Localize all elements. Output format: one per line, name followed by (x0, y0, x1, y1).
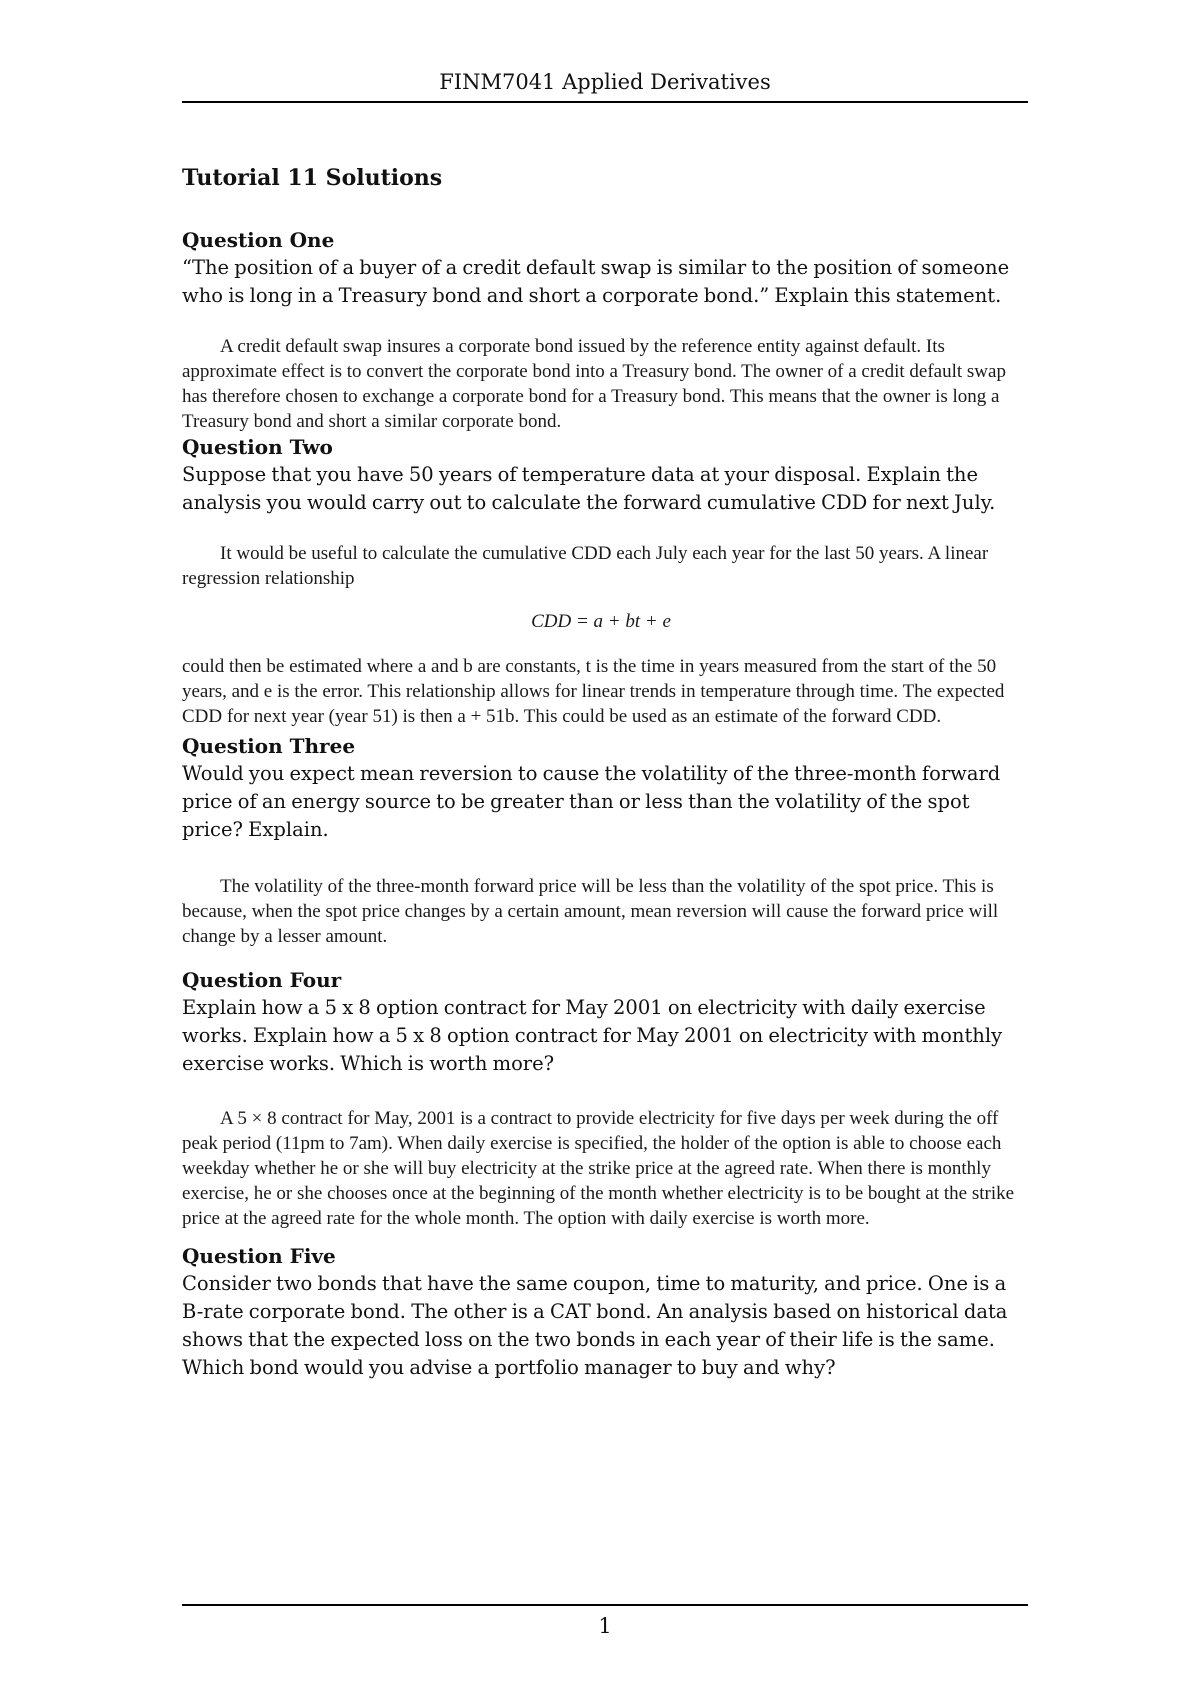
question-heading: Question One (182, 228, 335, 252)
answer-text (182, 334, 1028, 434)
question-text: Would you expect mean reversion to cause the volatility of the three-month forward price of an energy source to be greater than or less than the volatility of the spot price? Explain. (182, 762, 1001, 841)
question-text: Explain how a 5 x 8 option contract for May 2001 on electricity with daily exercise works. Explain how a 5 x 8 option contract for May 2001 on electricity with monthly exercise works. Which is worth more? (182, 996, 1003, 1075)
question-four (182, 967, 1028, 1243)
question-five (182, 1243, 1028, 1382)
question-heading: Question Two (182, 435, 333, 459)
answer-paragraph: could then be estimated where a and b are constants, t is the time in years measured from the start of the 50 years, and e is the error. This relationship allows for linear trends in temperature through time. The expected CDD for next year (year 51) is then a + 51b. This could be used as an estimate of the forward CDD. (182, 656, 1005, 727)
question-heading: Question Four (182, 968, 342, 992)
regression-equation: CDD = a + bt + e (531, 611, 671, 632)
question-text: Suppose that you have 50 years of temperature data at your disposal. Explain the analysis you would carry out to calculate the forward cumulative CDD for next July. (182, 463, 996, 514)
answer-text (182, 1106, 1028, 1231)
answer-paragraph: A credit default swap insures a corporate bond issued by the reference entity against default. Its approximate effect is to convert the corporate bond into a Treasury bond. The owner of a credit default swap has therefore chosen to exchange a corporate bond for a Treasury bond. This means that the owner is long a Treasury bond and short a similar corporate bond. (182, 336, 1006, 432)
header-rule (182, 101, 1028, 103)
question-text: Consider two bonds that have the same coupon, time to maturity, and price. One is a B-rate corporate bond. The other is a CAT bond. An analysis based on historical data shows that the expected loss on the two bonds in each year of their life is the same. Which bond would you advise a portfolio manager to buy and why? (182, 1272, 1008, 1379)
answer-text (182, 541, 1028, 729)
course-header: FINM7041 Applied Derivatives (439, 70, 771, 94)
page-title: Tutorial 11 Solutions (182, 165, 443, 191)
question-two (182, 434, 1028, 729)
question-heading: Question Five (182, 1244, 336, 1268)
document-body (182, 165, 1028, 1382)
answer-paragraph: A 5 × 8 contract for May, 2001 is a contract to provide electricity for five days per week during the off peak period (11pm to 7am). When daily exercise is specified, the holder of the option is able to choose each weekday whether he or she will buy electricity at the strike price at the agreed rate. When there is monthly exercise, he or she chooses once at the beginning of the month whether electricity is to be bought at the strike price at the agreed rate for the whole month. The option with daily exercise is worth more. (182, 1108, 1015, 1229)
footer-rule (182, 1604, 1028, 1606)
question-one (182, 227, 1028, 434)
page-number: 1 (598, 1614, 612, 1638)
question-heading: Question Three (182, 734, 356, 758)
question-text: “The position of a buyer of a credit default swap is similar to the position of someone who is long in a Treasury bond and short a corporate bond.” Explain this statement. (182, 256, 1010, 307)
answer-paragraph: It would be useful to calculate the cumulative CDD each July each year for the last 50 years. A linear regression relationship (182, 543, 989, 589)
answer-paragraph: The volatility of the three-month forward price will be less than the volatility of the spot price. This is because, when the spot price changes by a certain amount, mean reversion will cause the forward price will change by a lesser amount. (182, 876, 999, 947)
question-three (182, 733, 1028, 967)
answer-text (182, 874, 1028, 949)
